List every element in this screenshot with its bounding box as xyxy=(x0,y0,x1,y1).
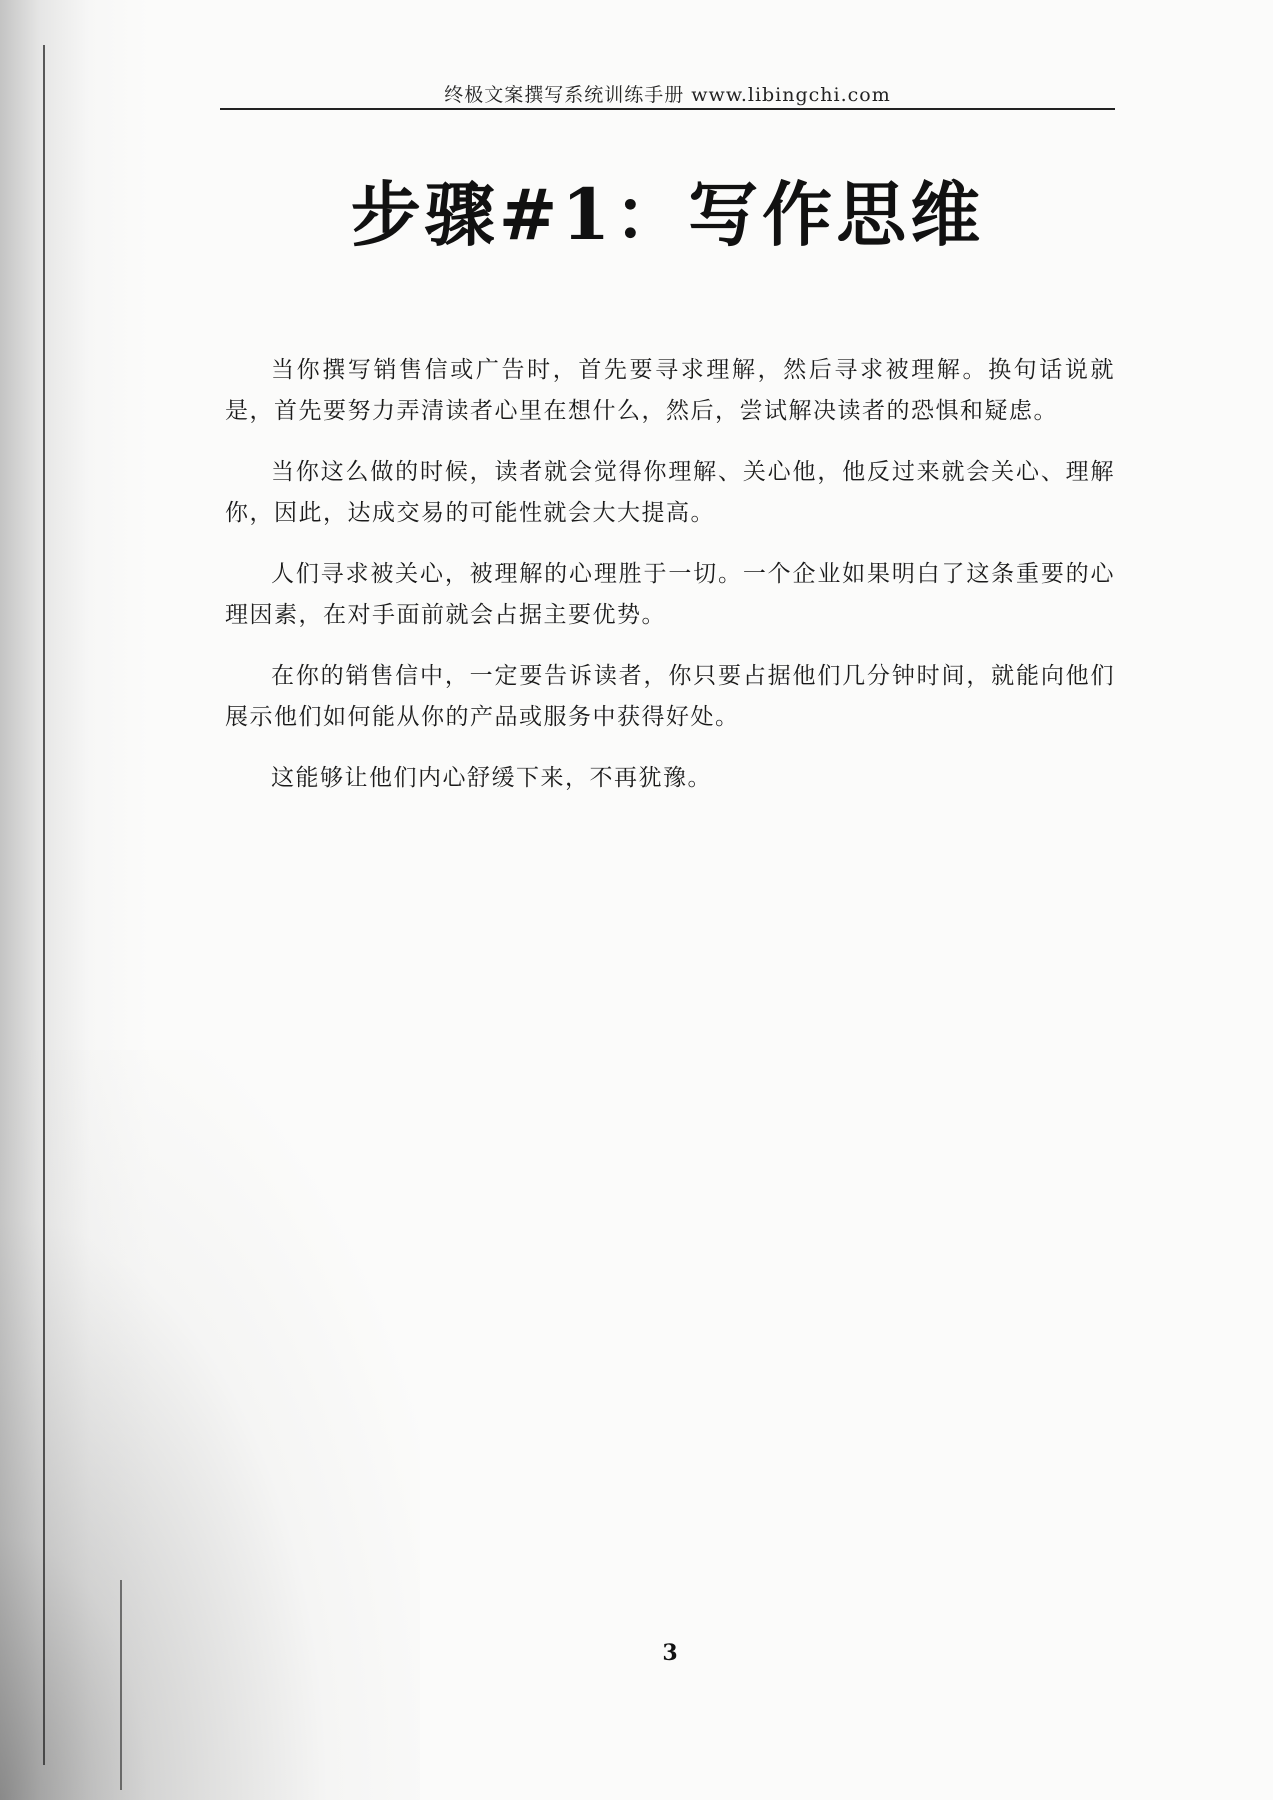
binding-edge-line-secondary xyxy=(120,1580,122,1790)
page-title: 步骤#1：写作思维 xyxy=(350,173,985,256)
binding-edge-line xyxy=(43,45,45,1765)
paragraph-3: 人们寻求被关心，被理解的心理胜于一切。一个企业如果明白了这条重要的心理因素，在对手面前就会占据主要优势。 xyxy=(225,561,1115,628)
paragraph-1: 当你撰写销售信或广告时，首先要寻求理解，然后寻求被理解。换句话说就是，首先要努力弄清读者心里在想什么，然后，尝试解决读者的恐惧和疑虑。 xyxy=(225,357,1115,424)
running-header: 终极文案撰写系统训练手册 www.libingchi.com xyxy=(444,84,891,106)
paragraph-5: 这能够让他们内心舒缓下来，不再犹豫。 xyxy=(271,765,712,791)
paragraph-4: 在你的销售信中，一定要告诉读者，你只要占据他们几分钟时间，就能向他们展示他们如何能从你的产品或服务中获得好处。 xyxy=(225,663,1115,730)
page-number: 3 xyxy=(662,1640,678,1666)
paragraph-2: 当你这么做的时候，读者就会觉得你理解、关心他，他反过来就会关心、理解你，因此，达成交易的可能性就会大大提高。 xyxy=(225,459,1115,526)
header-rule xyxy=(220,108,1115,110)
body-text xyxy=(225,350,1115,819)
scan-shadow-bottom-left xyxy=(0,1050,420,1800)
